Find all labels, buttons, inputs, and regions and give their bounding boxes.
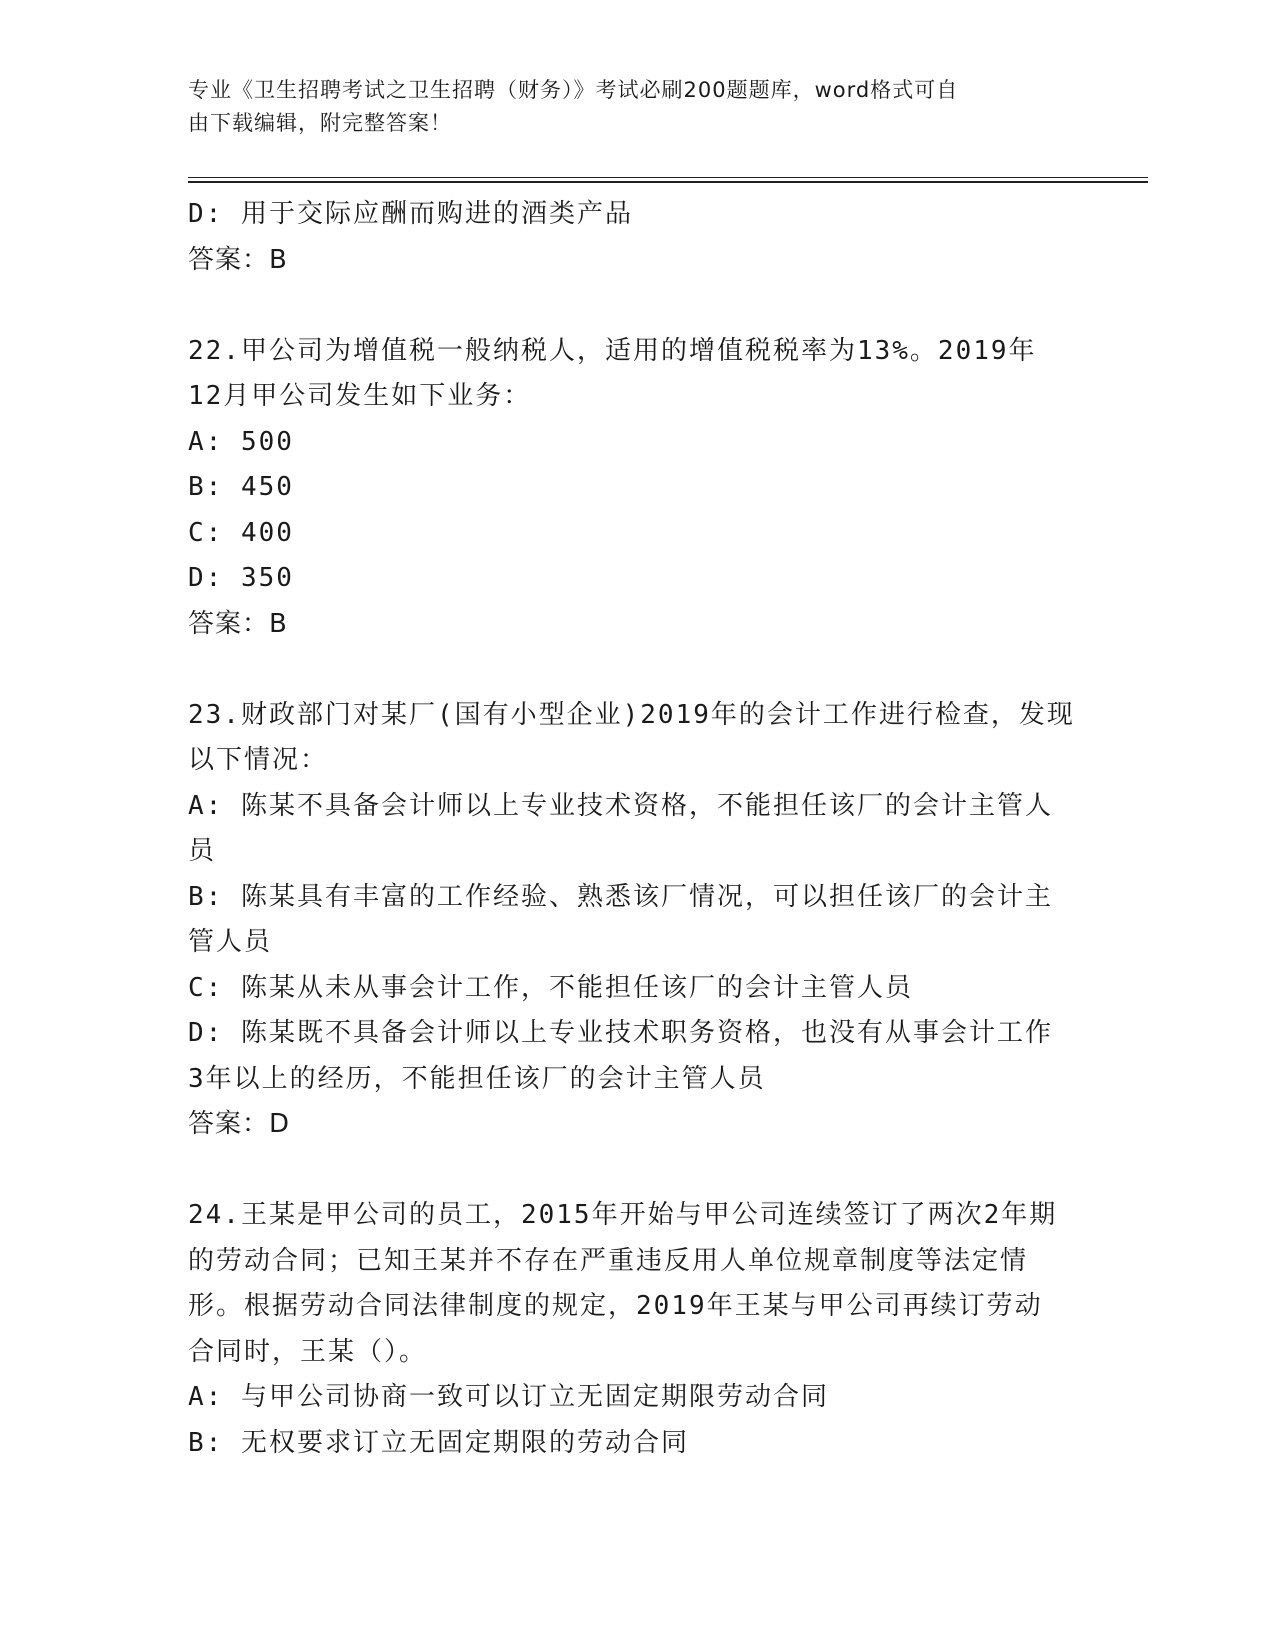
header-line-1: 专业《卫生招聘考试之卫生招聘（财务）》考试必刷200题题库，word格式可自 xyxy=(188,78,959,102)
q24-stem-line-2: 的劳动合同；已知王某并不存在严重违反用人单位规章制度等法定情 xyxy=(188,1245,1029,1276)
q24-stem-line-3: 形。根据劳动合同法律制度的规定，2019年王某与甲公司再续订劳动 xyxy=(188,1291,1043,1321)
header-line-2: 由下载编辑，附完整答案！ xyxy=(188,111,452,135)
spacer xyxy=(188,647,1088,693)
q22-option-d: D: 350 xyxy=(188,563,294,593)
q23-stem-line-1: 23.财政部门对某厂(国有小型企业)2019年的会计工作进行检查，发现 xyxy=(188,699,1075,730)
q21-answer: 答案：B xyxy=(188,244,288,275)
q24-option-b: B: 无权要求订立无固定期限的劳动合同 xyxy=(188,1427,689,1458)
q24-option-a: A: 与甲公司协商一致可以订立无固定期限劳动合同 xyxy=(188,1382,829,1412)
q22-stem-line-1: 22.甲公司为增值税一般纳税人，适用的增值税税率为13%。2019年 xyxy=(188,335,1037,366)
q24-stem-line-1: 24.王某是甲公司的员工，2015年开始与甲公司连续签订了两次2年期 xyxy=(188,1200,1058,1230)
q23-option-c: C: 陈某从未从事会计工作，不能担任该厂的会计主管人员 xyxy=(188,972,913,1003)
document-header xyxy=(188,74,1068,140)
spacer xyxy=(188,283,1088,329)
q22-answer: 答案：B xyxy=(188,608,288,639)
q23-option-d-line-1: D: 陈某既不具备会计师以上专业技术职务资格，也没有从事会计工作 xyxy=(188,1018,1053,1048)
q23-option-d-line-2: 3年以上的经历，不能担任该厂的会计主管人员 xyxy=(188,1063,766,1094)
q22-option-a: A: 500 xyxy=(188,426,294,457)
q23-option-b-line-2: 管人员 xyxy=(188,927,273,957)
q23-option-a-line-2: 员 xyxy=(188,836,217,866)
q22-option-c: C: 400 xyxy=(188,517,294,548)
header-divider-thick xyxy=(188,181,1148,183)
question-23 xyxy=(188,693,1088,1148)
q24-stem-line-4: 合同时，王某（）。 xyxy=(188,1336,428,1367)
question-21 xyxy=(188,192,1088,283)
spacer xyxy=(188,1148,1088,1194)
q23-answer: 答案：D xyxy=(188,1109,291,1139)
q23-option-b-line-1: B: 陈某具有丰富的工作经验、熟悉该厂情况，可以担任该厂的会计主 xyxy=(188,881,1053,912)
q22-option-b: B: 450 xyxy=(188,472,294,502)
q23-option-a-line-1: A: 陈某不具备会计师以上专业技术资格，不能担任该厂的会计主管人 xyxy=(188,790,1053,821)
header-divider-thin xyxy=(188,177,1148,178)
q21-option-d: D: 用于交际应酬而购进的酒类产品 xyxy=(188,199,633,229)
q22-stem-line-2: 12月甲公司发生如下业务： xyxy=(188,381,532,411)
question-24 xyxy=(188,1193,1088,1466)
q23-stem-line-2: 以下情况： xyxy=(188,745,329,775)
document-body xyxy=(188,192,1088,1466)
question-22 xyxy=(188,329,1088,648)
